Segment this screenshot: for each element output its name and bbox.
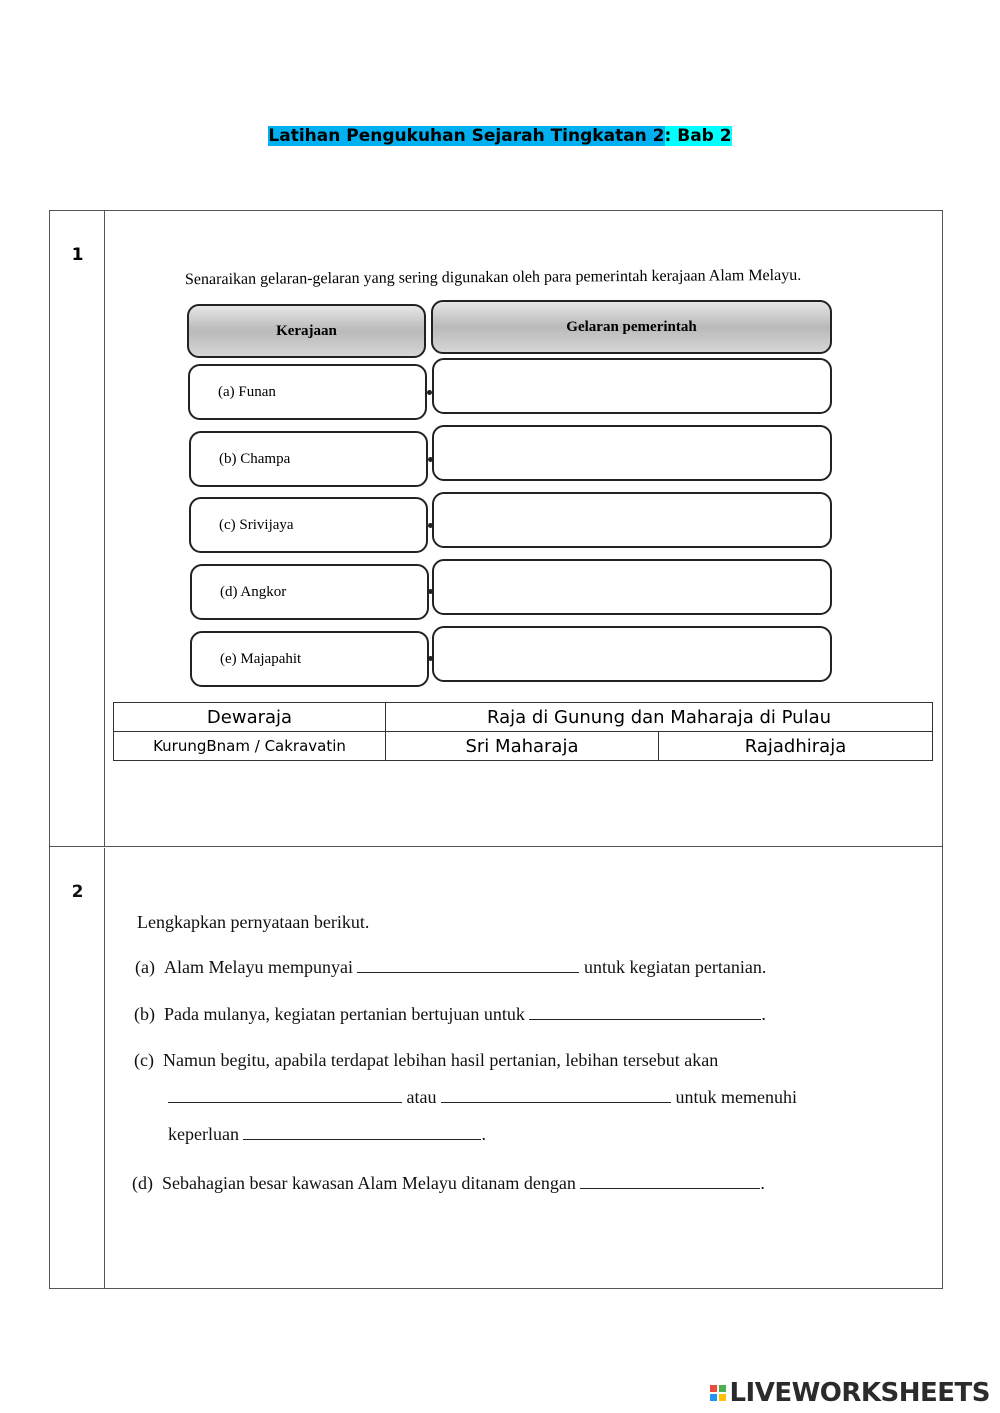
item-b-period: . <box>761 1004 766 1024</box>
item-c-text-1: Namun begitu, apabila terdapat lebihan hasil pertanian, lebihan tersebut akan <box>162 1050 719 1070</box>
blank-c-3[interactable] <box>243 1126 481 1140</box>
kingdom-champa: (b) Champa <box>189 431 428 487</box>
question-2b <box>134 1004 766 1025</box>
question-2-number: 2 <box>71 882 84 902</box>
logo-square-red <box>710 1385 717 1392</box>
item-c-text-4: keperluan <box>168 1124 239 1144</box>
option-rajadhiraja[interactable]: Rajadhiraja <box>659 732 933 761</box>
answer-options-row <box>114 703 933 732</box>
question-1-row <box>50 211 942 847</box>
question-2a <box>135 957 766 978</box>
option-dewaraja[interactable]: Dewaraja <box>114 703 386 732</box>
blank-b[interactable] <box>529 1006 761 1020</box>
logo-square-green <box>719 1385 726 1392</box>
logo-square-yellow <box>719 1394 726 1401</box>
answer-box-majapahit[interactable] <box>432 626 832 682</box>
answer-box-funan[interactable] <box>432 358 832 414</box>
question-1-number-cell <box>50 211 105 846</box>
option-raja-di-gunung[interactable]: Raja di Gunung dan Maharaja di Pulau <box>386 703 933 732</box>
item-d-text-1: Sebahagian besar kawasan Alam Melayu ditanam dengan <box>162 1173 576 1193</box>
item-a-text-2: untuk kegiatan pertanian. <box>583 957 767 977</box>
answer-options-table <box>113 702 933 761</box>
connector-dot <box>428 457 433 462</box>
connector-dot <box>427 390 432 395</box>
kingdom-srivijaya: (c) Srivijaya <box>189 497 428 553</box>
kingdom-angkor: (d) Angkor <box>190 564 429 620</box>
question-2-number-cell <box>50 848 105 1288</box>
kingdom-funan: (a) Funan <box>188 364 427 420</box>
blank-c-1[interactable] <box>168 1089 402 1103</box>
item-b-label: (b) <box>134 1004 155 1024</box>
connector-dot <box>428 589 433 594</box>
question-2d <box>132 1173 765 1194</box>
blank-c-2[interactable] <box>441 1089 671 1103</box>
option-kurungbnam[interactable]: KurungBnam / Cakravatin <box>114 732 386 761</box>
logo-icon <box>710 1385 726 1401</box>
page-title <box>266 123 733 149</box>
logo-text: LIVEWORKSHEETS <box>729 1378 990 1408</box>
title-part-2: : Bab 2 <box>664 126 732 146</box>
answer-box-angkor[interactable] <box>432 559 832 615</box>
answer-box-srivijaya[interactable] <box>432 492 832 548</box>
question-2c-line-3 <box>168 1124 486 1145</box>
question-2-instruction: Lengkapkan pernyataan berikut. <box>137 912 370 932</box>
item-c-label: (c) <box>134 1050 154 1070</box>
question-2c <box>134 1050 718 1071</box>
blank-d[interactable] <box>580 1175 760 1189</box>
question-2-row <box>50 848 942 1288</box>
logo-square-blue <box>710 1394 717 1401</box>
worksheet-table <box>49 210 943 1289</box>
header-gelaran-pemerintah: Gelaran pemerintah <box>431 300 832 354</box>
kingdom-majapahit: (e) Majapahit <box>190 631 429 687</box>
question-2c-line-2 <box>168 1087 797 1108</box>
item-c-period: . <box>481 1124 486 1144</box>
connector-dot <box>428 523 433 528</box>
question-1-number: 1 <box>71 245 84 265</box>
blank-a[interactable] <box>357 959 579 973</box>
item-a-text-1: Alam Melayu mempunyai <box>163 957 353 977</box>
connector-dot <box>428 656 433 661</box>
header-kerajaan: Kerajaan <box>187 304 426 358</box>
liveworksheets-logo[interactable] <box>710 1378 990 1408</box>
answer-options-row <box>114 732 933 761</box>
item-d-label: (d) <box>132 1173 153 1193</box>
item-c-text-2: atau <box>406 1087 437 1107</box>
item-b-text-1: Pada mulanya, kegiatan pertanian bertujuan untuk <box>164 1004 525 1024</box>
title-part-1: Latihan Pengukuhan Sejarah Tingkatan 2 <box>268 126 665 146</box>
item-c-text-3: untuk memenuhi <box>675 1087 797 1107</box>
item-a-label: (a) <box>135 957 155 977</box>
answer-box-champa[interactable] <box>432 425 832 481</box>
option-sri-maharaja[interactable]: Sri Maharaja <box>386 732 659 761</box>
question-1-instruction: Senaraikan gelaran-gelaran yang sering digunakan oleh para pemerintah kerajaan Alam Melayu. <box>184 266 802 289</box>
item-d-period: . <box>760 1173 765 1193</box>
page-title-wrap <box>0 123 1000 149</box>
